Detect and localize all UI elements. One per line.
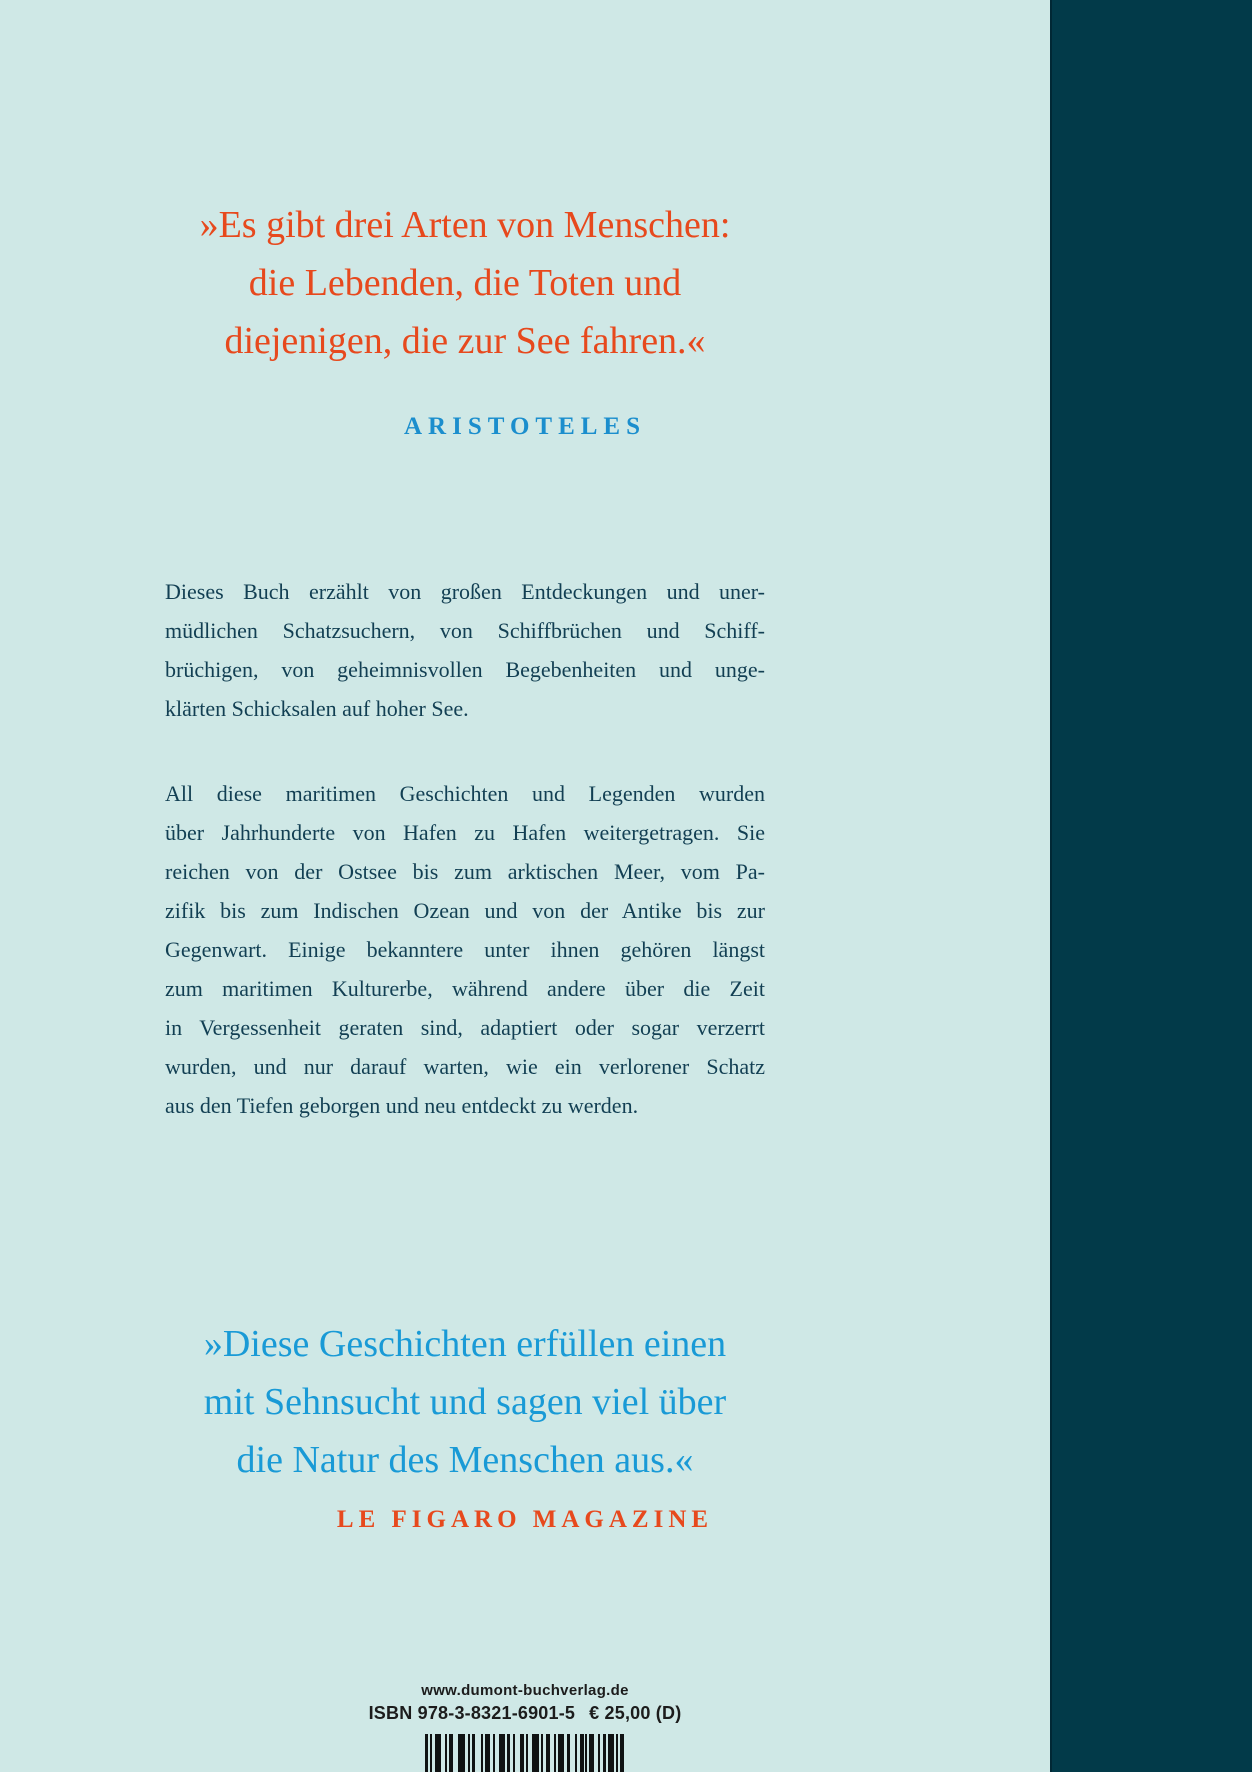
blurb-line: All diese maritimen Geschichten und Legenden wurden xyxy=(165,781,765,806)
publisher-website: www.dumont-buchverlag.de xyxy=(421,1682,629,1699)
blurb-paragraph-2 xyxy=(165,774,765,1125)
blurb-line: wurden, und nur darauf warten, wie ein verlorener Schatz xyxy=(165,1054,765,1079)
blurb-line: in Vergessenheit geraten sind, adaptiert oder sogar verzerrt xyxy=(165,1015,765,1040)
ean-barcode xyxy=(425,1734,625,1772)
bottom-quote-line-2: mit Sehnsucht und sagen viel über xyxy=(203,1381,727,1423)
spine-stripe xyxy=(1050,0,1252,1772)
blurb-line: zifik bis zum Indischen Ozean und von der Antike bis zur xyxy=(165,898,765,923)
blurb-line: zum maritimen Kulturerbe, während andere über die Zeit xyxy=(165,976,765,1001)
top-quote xyxy=(165,196,765,370)
top-quote-line-3: diejenigen, die zur See fahren.« xyxy=(224,320,706,362)
blurb-line: brüchigen, von geheimnisvollen Begebenheiten und unge- xyxy=(165,657,765,682)
blurb-line: reichen von der Ostsee bis zum arktischen Meer, vom Pa- xyxy=(165,859,765,884)
top-quote-line-1: »Es gibt drei Arten von Menschen: xyxy=(199,204,731,246)
isbn-price-line xyxy=(0,1703,1050,1724)
blurb-line: über Jahrhunderte von Hafen zu Hafen weitergetragen. Sie xyxy=(165,820,765,845)
bottom-quote-line-1: »Diese Geschichten erfüllen einen xyxy=(203,1323,727,1365)
top-quote-attribution: ARISTOTELES xyxy=(403,413,646,440)
bottom-quote xyxy=(165,1315,765,1489)
blurb-line: müdlichen Schatzsuchern, von Schiffbrüchen und Schiff- xyxy=(165,618,765,643)
price: € 25,00 (D) xyxy=(589,1703,682,1723)
top-quote-line-2: die Lebenden, die Toten und xyxy=(248,262,682,304)
footer xyxy=(0,1682,1050,1724)
blurb-line: Dieses Buch erzählt von großen Entdeckungen und uner- xyxy=(165,579,765,604)
blurb-line: Gegenwart. Einige bekanntere unter ihnen gehören längst xyxy=(165,937,765,962)
blurb xyxy=(165,572,765,1171)
isbn: ISBN 978-3-8321-6901-5 xyxy=(368,1703,576,1723)
bottom-quote-attribution: LE FIGARO MAGAZINE xyxy=(336,1506,714,1533)
blurb-paragraph-1 xyxy=(165,572,765,728)
blurb-line: klärten Schicksalen auf hoher See. xyxy=(165,696,469,721)
blurb-line: aus den Tiefen geborgen und neu entdeckt zu werden. xyxy=(165,1093,639,1118)
bottom-quote-line-3: die Natur des Menschen aus.« xyxy=(236,1439,694,1481)
